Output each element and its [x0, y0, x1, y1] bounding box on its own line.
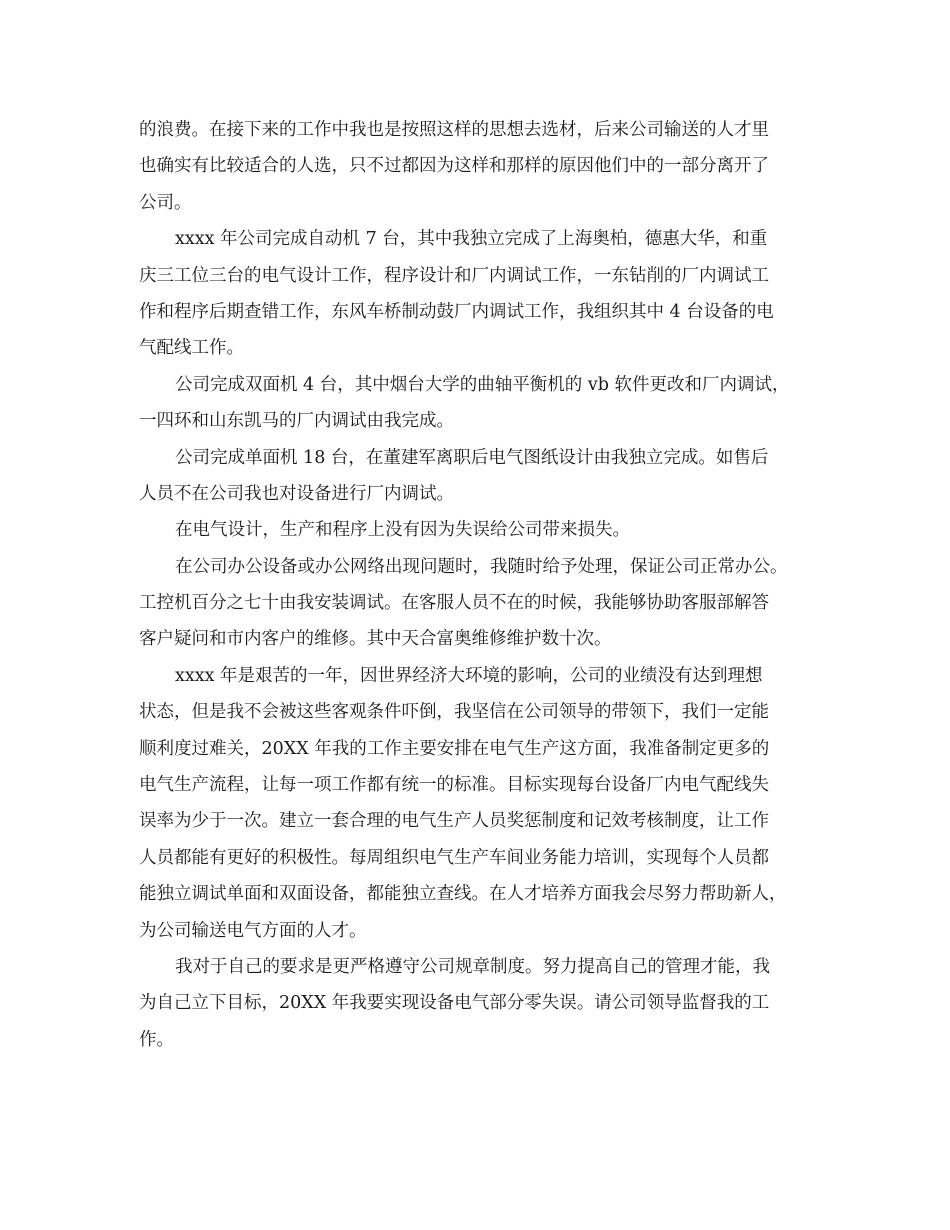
- text-line: 能独立调试单面和双面设备，都能独立查线。在人才培养方面我会尽努力帮助新人，: [139, 884, 787, 905]
- text-line: 为公司输送电气方面的人才。: [139, 920, 367, 941]
- text-line: 也确实有比较适合的人选，只不过都因为这样和那样的原因他们中的一部分离开了: [139, 156, 769, 177]
- text-line: 工控机百分之七十由我安装调试。在客服人员不在的时候，我能够协助客服部解答: [139, 593, 769, 614]
- text-line: 误率为少于一次。建立一套合理的电气生产人员奖惩制度和记效考核制度，让工作: [139, 811, 769, 832]
- text-line: 为自己立下目标，20XX 年我要实现设备电气部分零失误。请公司领导监督我的工: [139, 993, 770, 1014]
- paragraph-start-line: 公司完成双面机 4 台，其中烟台大学的曲轴平衡机的 vb 软件更改和厂内调试，: [175, 374, 790, 395]
- paragraph-start-line: 公司完成单面机 18 台，在董建军离职后电气图纸设计由我独立完成。如售后: [175, 447, 769, 468]
- text-line: 电气生产流程，让每一项工作都有统一的标准。目标实现每台设备厂内电气配线失: [139, 775, 769, 796]
- text-line: 人员不在公司我也对设备进行厂内调试。: [139, 483, 454, 504]
- paragraph-start-line: 在电气设计，生产和程序上没有因为失误给公司带来损失。: [175, 520, 630, 541]
- text-line: 状态，但是我不会被这些客观条件吓倒，我坚信在公司领导的带领下，我们一定能: [139, 702, 769, 723]
- text-line: 的浪费。在接下来的工作中我也是按照这样的思想去选材，后来公司输送的人才里: [139, 120, 769, 140]
- document-body: [139, 112, 819, 1058]
- text-line: 气配线工作。: [139, 338, 244, 359]
- text-line: 客户疑问和市内客户的维修。其中天合富奥维修维护数十次。: [139, 629, 612, 650]
- text-line: 庆三工位三台的电气设计工作，程序设计和厂内调试工作，一东钻削的厂内调试工: [139, 265, 769, 286]
- paragraph-start-line: 我对于自己的要求是更严格遵守公司规章制度。努力提高自己的管理才能，我: [175, 956, 770, 977]
- text-line: 作和程序后期查错工作，东风车桥制动鼓厂内调试工作，我组织其中 4 台设备的电: [139, 301, 774, 322]
- paragraph-start-line: xxxx 年是艰苦的一年，因世界经济大环境的影响，公司的业绩没有达到理想: [175, 665, 763, 686]
- text-line: 公司。: [139, 192, 192, 213]
- text-line: 作。: [139, 1029, 174, 1050]
- paragraph-start-line: 在公司办公设备或办公网络出现问题时，我随时给予处理，保证公司正常办公。: [175, 556, 788, 577]
- text-line: 顺利度过难关，20XX 年我的工作主要安排在电气生产这方面，我准备制定更多的: [139, 738, 770, 759]
- text-line: 人员都能有更好的积极性。每周组织电气生产车间业务能力培训，实现每个人员都: [139, 847, 769, 868]
- paragraph-start-line: xxxx 年公司完成自动机 7 台，其中我独立完成了上海奥柏，德惠大华，和重: [175, 229, 768, 250]
- text-line: 一四环和山东凯马的厂内调试由我完成。: [139, 411, 454, 432]
